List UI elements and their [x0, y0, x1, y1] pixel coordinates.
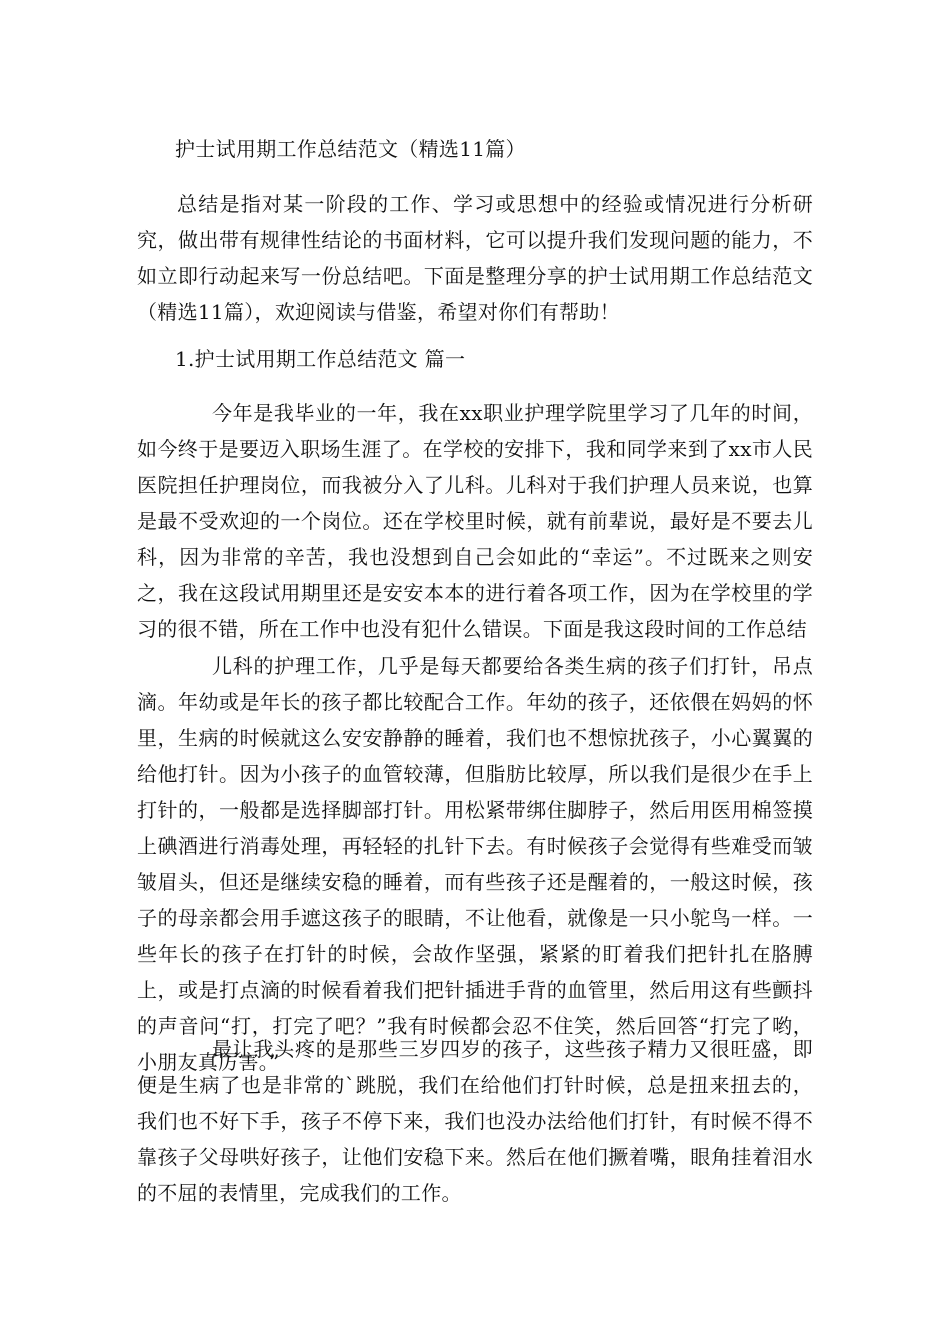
- body-paragraph-3: 最让我头疼的是那些三岁四岁的孩子，这些孩子精力又很旺盛，即便是生病了也是非常的`跳脱，我们在给他们打针时候，总是扭来扭去的，我们也不好下手，孩子不停下来，我们也没办法给他们打针，有时候不得不靠孩子父母哄好孩子，让他们安稳下来。然后在他们撅着嘴，眼角挂着泪水的不屈的表情里，完成我们的工作。: [137, 1037, 813, 1205]
- section-heading: 1.护士试用期工作总结范文 篇一: [175, 347, 466, 371]
- body-paragraph-1: 今年是我毕业的一年，我在xx职业护理学院里学习了几年的时间，如今终于是要迈入职场生涯了。在学校的安排下，我和同学来到了xx市人民医院担任护理岗位，而我被分入了儿科。儿科对于我们护理人员来说，也算是最不受欢迎的一个岗位。还在学校里时候，就有前辈说，最好是不要去儿科，因为非常的辛苦，我也没想到自己会如此的“幸运”。不过既来之则安之，我在这段试用期里还是安安本本的进行着各项工作，因为在学校里的学习的很不错，所在工作中也没有犯什么错误。下面是我这段时间的工作总结: [137, 401, 813, 641]
- intro-paragraph: 总结是指对某一阶段的工作、学习或思想中的经验或情况进行分析研究，做出带有规律性结论的书面材料，它可以提升我们发现问题的能力，不如立即行动起来写一份总结吧。下面是整理分享的护士试用期工作总结范文（精选11篇），欢迎阅读与借鉴，希望对你们有帮助！: [137, 192, 813, 324]
- document-title: 护士试用期工作总结范文（精选11篇）: [175, 137, 526, 161]
- body-paragraph-2: 儿科的护理工作，几乎是每天都要给各类生病的孩子们打针，吊点滴。年幼或是年长的孩子都比较配合工作。年幼的孩子，还依偎在妈妈的怀里，生病的时候就这么安安静静的睡着，我们也不想惊扰孩子，小心翼翼的给他打针。因为小孩子的血管较薄，但脂肪比较厚，所以我们是很少在手上打针的，一般都是选择脚部打针。用松紧带绑住脚脖子，然后用医用棉签摸上碘酒进行消毒处理，再轻轻的扎针下去。有时候孩子会觉得有些难受而皱皱眉头，但还是继续安稳的睡着，而有些孩子还是醒着的，一般这时候，孩子的母亲都会用手遮这孩子的眼睛，不让他看，就像是一只小鸵鸟一样。一些年长的孩子在打针的时候，会故作坚强，紧紧的盯着我们把针扎在胳膊上，或是打点滴的时候看着我们把针插进手背的血管里，然后用这有些颤抖的声音问“打，打完了吧？”我有时候都会忍不住笑，然后回答“打完了哟，小朋友真厉害。”: [137, 654, 813, 1074]
